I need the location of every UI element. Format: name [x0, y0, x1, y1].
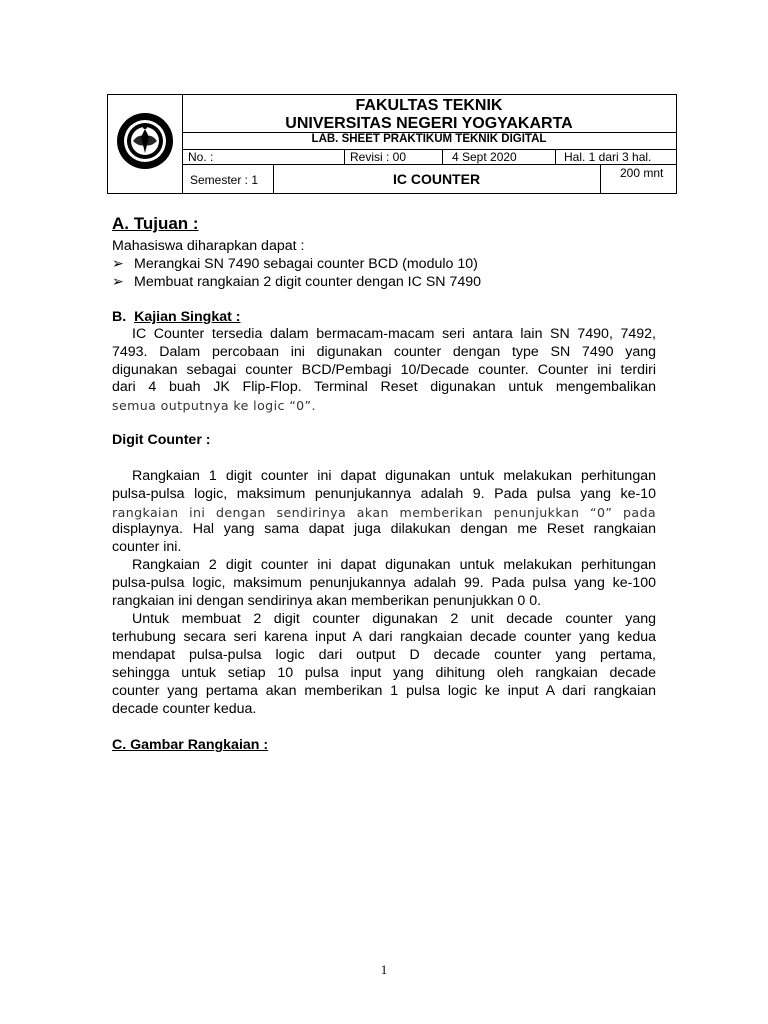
- section-a-intro: Mahasiswa diharapkan dapat :: [112, 238, 305, 254]
- arrow-bullet-icon: ➢: [112, 256, 124, 272]
- header-table: [107, 94, 677, 194]
- revisi-label: Revisi : 00: [350, 150, 407, 164]
- paragraph-line: dari 4 buah JK Flip-Flop. Terminal Reset digunakan untuk mengembalikan: [112, 379, 656, 395]
- duration-label: 200 mnt: [620, 166, 664, 180]
- paragraph-line: digunakan sebagai counter BCD/Pembagi 10/Decade counter. Counter ini terdiri: [112, 362, 656, 378]
- paragraph-line: terhubung secara seri karena input A dari rangkaian decade counter yang kedua: [112, 629, 656, 645]
- paragraph-line: 7493. Dalam percobaan ini digunakan counter dengan type SN 7490 yang: [112, 344, 656, 360]
- paragraph-line: Untuk membuat 2 digit counter digunakan 2 unit decade counter yang: [132, 611, 656, 627]
- paragraph-line: rangkaian ini dengan sendirinya akan memberikan penunjukkan 0 0.: [112, 593, 542, 609]
- faculty-title: FAKULTAS TEKNIK: [355, 97, 503, 114]
- divider: [182, 164, 676, 165]
- paragraph-line: displaynya. Hal yang sama dapat juga dilakukan dengan me Reset rangkaian: [112, 521, 656, 537]
- topic-title: IC COUNTER: [392, 171, 481, 187]
- paragraph-line: counter yang pertama akan memberikan 1 pulsa logic ke input A dari rangkaian: [112, 683, 656, 699]
- arrow-bullet-icon: ➢: [112, 274, 124, 290]
- date-label: 4 Sept 2020: [452, 150, 517, 164]
- sheet-title: LAB. SHEET PRAKTIKUM TEKNIK DIGITAL: [311, 133, 547, 145]
- digit-counter-heading: Digit Counter :: [112, 432, 211, 448]
- paragraph-line: pulsa-pulsa logic, maksimum penunjukannya adalah 9. Pada pulsa yang ke-10: [112, 486, 656, 502]
- paragraph-line: decade counter kedua.: [112, 701, 257, 717]
- divider: [344, 149, 345, 165]
- section-a-heading: A. Tujuan :: [112, 214, 199, 233]
- paragraph-line: pulsa-pulsa logic, maksimum penunjukannya adalah 99. Pada pulsa yang ke-100: [112, 575, 656, 591]
- paragraph-line: counter ini.: [112, 539, 182, 555]
- section-b-heading: B. Kajian Singkat :: [112, 309, 241, 325]
- paragraph-line: Rangkaian 1 digit counter ini dapat digunakan untuk melakukan perhitungan: [132, 468, 656, 484]
- section-c-heading: C. Gambar Rangkaian :: [112, 737, 269, 753]
- paragraph-line: sehingga untuk setiap 10 pulsa input yang dihitung oleh rangkaian decade: [112, 665, 656, 681]
- divider: [555, 149, 556, 165]
- paragraph-line: mendapat pulsa-pulsa logic dari output D decade counter yang pertama,: [112, 647, 656, 663]
- list-item: ➢ Merangkai SN 7490 sebagai counter BCD (modulo 10): [112, 256, 478, 272]
- divider: [442, 149, 443, 165]
- paragraph-line: Rangkaian 2 digit counter ini dapat digunakan untuk melakukan perhitungan: [132, 557, 656, 573]
- semester-label: Semester : 1: [190, 173, 259, 187]
- list-item: ➢ Membuat rangkaian 2 digit counter dengan IC SN 7490: [112, 274, 482, 290]
- university-title: UNIVERSITAS NEGERI YOGYAKARTA: [285, 115, 573, 132]
- paragraph-line: rangkaian ini dengan sendirinya akan memberikan penunjukkan “0” pada: [112, 505, 656, 520]
- page-info: Hal. 1 dari 3 hal.: [564, 150, 652, 164]
- logo-cell: [108, 95, 183, 193]
- university-seal-icon: [115, 107, 175, 179]
- divider: [600, 164, 601, 193]
- paragraph-line: IC Counter tersedia dalam bermacam-macam seri antara lain SN 7490, 7492,: [132, 326, 656, 342]
- no-label: No. :: [188, 150, 214, 164]
- paragraph-line: semua outputnya ke logic “0”.: [112, 398, 316, 413]
- page-number: 1: [380, 962, 388, 977]
